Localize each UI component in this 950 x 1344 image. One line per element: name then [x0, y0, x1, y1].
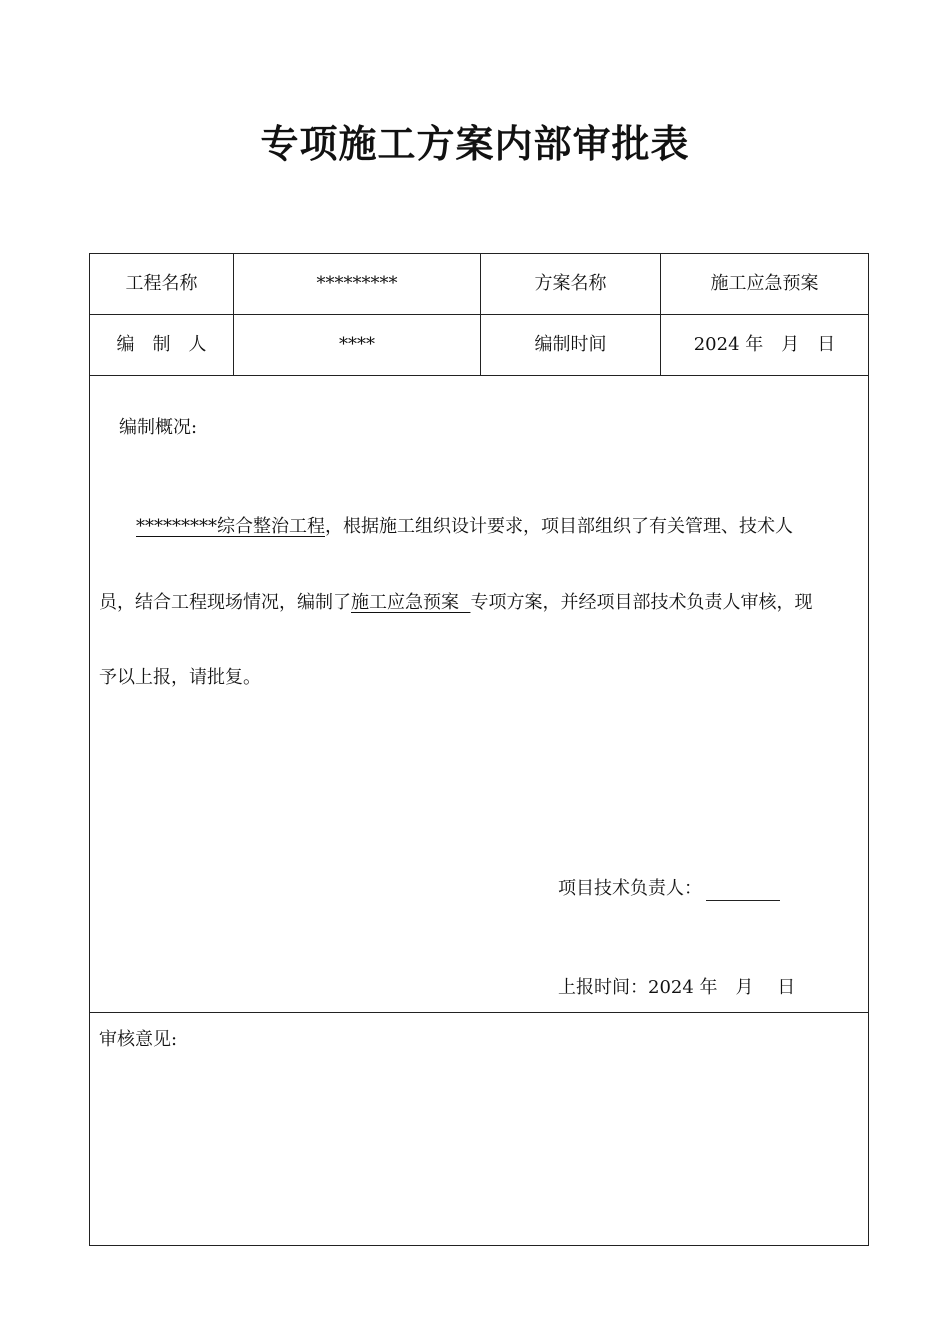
summary-line-1: [136, 515, 793, 539]
summary-line-1-text: ，根据施工组织设计要求，项目部组织了有关管理、技术人: [325, 516, 793, 537]
plan-name-label: 方案名称: [534, 273, 607, 294]
summary-line-2-text: 专项方案，并经项目部技术负责人审核，现: [470, 592, 813, 613]
page-title: 专项施工方案内部审批表: [260, 121, 690, 166]
row-divider: [90, 375, 868, 376]
tech-lead-signature: [558, 877, 780, 901]
compile-date-label: 编制时间: [534, 334, 607, 355]
author-label: 编 制 人: [116, 334, 207, 355]
author-value: ****: [339, 334, 375, 355]
signature-blank: [706, 882, 780, 901]
summary-line-2-prefix: 员，结合工程现场情况，编制了: [99, 592, 351, 613]
compile-date-value: 2024 年 月 日: [693, 334, 836, 355]
review-opinion-label: 审核意见:: [99, 1029, 178, 1050]
summary-plan-name: 施工应急预案: [351, 592, 471, 613]
project-name-value: *********: [316, 273, 398, 294]
plan-name-value: 施工应急预案: [710, 273, 819, 294]
tech-lead-label: 项目技术负责人：: [558, 878, 702, 899]
row-divider: [90, 1012, 868, 1013]
report-time-value: 2024 年 月 日: [648, 977, 796, 998]
approval-form-table: [89, 253, 869, 1246]
summary-line-2: [99, 591, 812, 615]
report-time: [558, 976, 795, 1000]
summary-project-name: *********综合整治工程: [136, 516, 325, 537]
project-name-label: 工程名称: [125, 273, 198, 294]
summary-line-3: 予以上报，请批复。: [99, 667, 261, 688]
summary-label: 编制概况:: [119, 417, 198, 438]
report-time-label: 上报时间：: [558, 977, 648, 998]
